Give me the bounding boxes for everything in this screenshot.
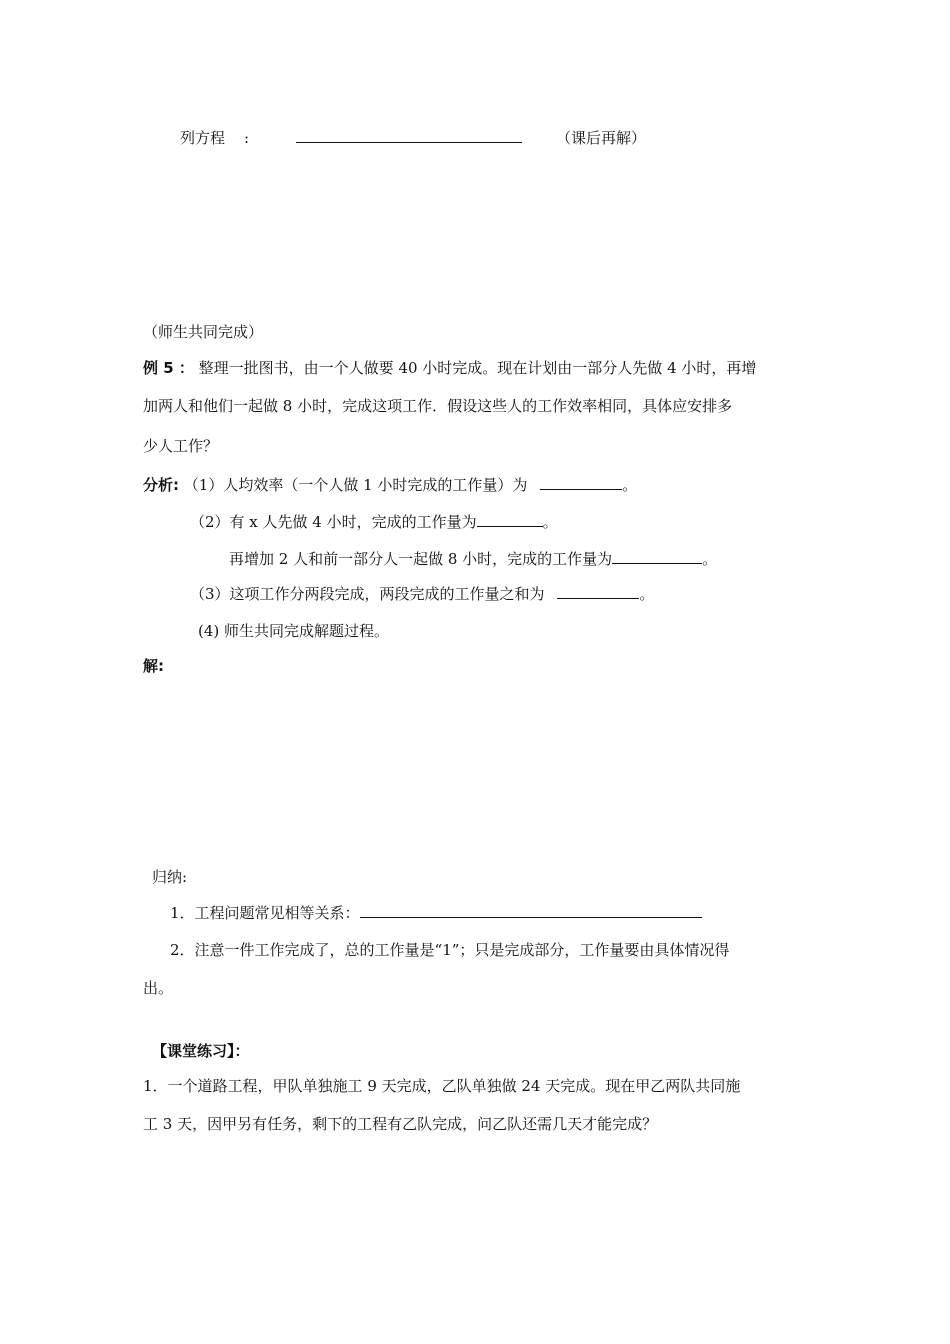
practice-q1-line1: 1．一个道路工程，甲队单独施工 9 天完成，乙队单独做 24 天完成。现在甲乙两队共同施: [143, 1077, 741, 1095]
analysis-end4: 。: [639, 585, 655, 603]
summary-item1: 1．工程问题常见相等关系：: [170, 904, 360, 922]
summary-item1-line: [170, 903, 702, 923]
example5-line2: 加两人和他们一起做 8 小时，完成这项工作．假设这些人的工作效率相同，具体应安排多: [143, 397, 733, 415]
analysis-item2: （2）有 x 人先做 4 小时，完成的工作量为: [190, 513, 477, 531]
analysis-blank4[interactable]: [557, 584, 639, 599]
example5-text1: 整理一批图书，由一个人做要 40 小时完成。现在计划由一部分人先做 4 小时，再增: [198, 359, 757, 377]
analysis-blank1[interactable]: [540, 475, 622, 490]
analysis-label: 分析:: [143, 476, 179, 494]
analysis-item3-line: [190, 584, 654, 604]
example5-label: 例 5 ：: [143, 359, 194, 377]
analysis-end1: 。: [622, 476, 638, 494]
analysis-blank2[interactable]: [477, 512, 543, 527]
analysis-item3: （3）这项工作分两段完成，两段完成的工作量之和为: [190, 585, 545, 603]
equation-note: （课后再解）: [556, 129, 647, 147]
example5-line1: [143, 358, 756, 378]
analysis-item2-line: [190, 512, 558, 532]
equation-label: 列方程: [180, 129, 226, 147]
example5-line3: 少人工作？: [143, 437, 219, 455]
equation-colon: :: [244, 129, 250, 147]
summary-label: 归纳:: [152, 868, 188, 886]
practice-q1-line2: 工 3 天，因甲另有任务，剩下的工程有乙队完成，问乙队还需几天才能完成？: [143, 1115, 658, 1133]
summary-blank[interactable]: [360, 903, 702, 918]
solution-label: 解:: [143, 657, 164, 675]
together-note: （师生共同完成）: [143, 323, 264, 341]
analysis-end3: 。: [702, 550, 718, 568]
analysis-blank3[interactable]: [612, 549, 702, 564]
summary-item2a: 2．注意一件工作完成了，总的工作量是“1”；只是完成部分，工作量要由具体情况得: [170, 941, 730, 959]
equation-blank[interactable]: [296, 128, 522, 148]
analysis-item2b: 再增加 2 人和前一部分人一起做 8 小时，完成的工作量为: [229, 550, 613, 568]
practice-label: 【课堂练习】：: [152, 1042, 250, 1060]
analysis-item1-line: [143, 475, 637, 495]
analysis-item1: （1）人均效率（一个人做 1 小时完成的工作量）为: [183, 476, 528, 494]
analysis-item4: (4) 师生共同完成解题过程。: [198, 622, 390, 640]
analysis-end2: 。: [542, 513, 558, 531]
analysis-item2b-line: [229, 549, 717, 569]
summary-item2b: 出。: [143, 979, 174, 997]
